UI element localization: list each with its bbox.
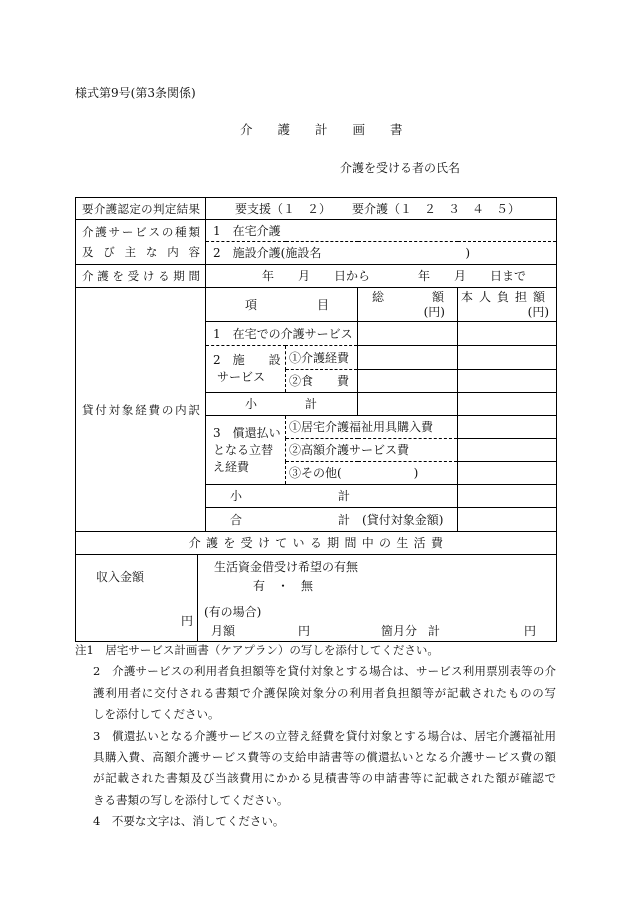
header-item-cell <box>206 288 358 322</box>
subtotal-1-self-amount <box>458 393 557 416</box>
loan-total-unit: 円 <box>524 624 537 638</box>
header-self-pay-cell <box>458 288 557 322</box>
facility-care-cost-cell <box>286 346 358 370</box>
income-unit: 円 <box>181 614 194 628</box>
care-period-value-cell <box>206 265 557 288</box>
reimbursement-label-cell <box>206 416 286 485</box>
reimbursement-item-2-amount <box>458 439 557 462</box>
reimbursement-item-2: ②高額介護サービス費 <box>289 443 410 457</box>
living-expenses-header-row <box>76 532 557 555</box>
expenses-header-row <box>76 288 557 322</box>
facility-food-cost-label: ②食 費 <box>289 374 350 388</box>
reimbursement-label-line2: となる立替 <box>213 442 274 457</box>
form-title: 介 護 計 画 書 <box>240 122 403 137</box>
living-loan-cell-body <box>198 555 556 641</box>
subtotal-2-amount <box>458 485 557 508</box>
facility-care-cost-label: ①介護経費 <box>289 350 350 365</box>
grand-total-amount <box>458 508 557 532</box>
living-expenses-header: 介護を受けている期間中の生活費 <box>188 536 449 550</box>
header-self-pay: 本人負担額 <box>461 289 546 304</box>
facility-care-total-amount <box>358 346 458 370</box>
home-care-option: 1 在宅介護 <box>213 223 281 238</box>
note-line-1: 注1 居宅サービス計画書（ケアプラン）の写しを添付してください。 <box>75 643 439 657</box>
certification-label: 要介護認定の判定結果 <box>82 201 200 216</box>
note-line-8: きる書類の写しを添付してください。 <box>93 792 289 807</box>
reimbursement-label-line3: え経費 <box>213 459 250 474</box>
service-type-label-cell <box>76 220 206 265</box>
certification-label-cell <box>76 198 206 220</box>
support-level-options: 要支援（１ ２） <box>235 201 332 216</box>
living-expenses-header-cell <box>76 532 557 555</box>
note-line-3: 護利用者に交付される書類で介護保険対象分の利用者負担額等が記載されたものの写 <box>93 685 556 700</box>
notes <box>75 640 556 833</box>
certification-row <box>76 198 557 220</box>
facility-care-self-amount <box>458 346 557 370</box>
service-type-label-line2: 及び主な内容 <box>82 245 200 259</box>
subtotal-2-label: 小 計 <box>230 489 351 503</box>
reimbursement-item-2-cell <box>286 439 458 462</box>
facility-food-total-amount <box>358 370 458 393</box>
reimbursement-label-line1: 3 償還払い <box>213 425 281 440</box>
income-label: 収入金額 <box>96 570 145 584</box>
reimbursement-item-3: ③その他( ) <box>289 466 419 480</box>
form-number: 様式第9号(第3条関係) <box>75 86 196 100</box>
facility-food-self-amount <box>458 370 557 393</box>
if-yes-label: (有の場合) <box>204 605 262 619</box>
note-line-6: 具購入費、高額介護サービス費等の支給申請書等の償還払いとなる介護サービス費の額 <box>93 749 556 764</box>
header-total-unit: (円) <box>423 304 445 319</box>
expenses-label: 貸付対象経費の内訳 <box>82 402 200 417</box>
facility-care-option: 2 施設介護(施設名 ) <box>213 246 470 260</box>
home-service-cell <box>206 322 358 346</box>
note-line-9: 4 不要な文字は、消してください。 <box>93 814 285 829</box>
header-total: 総 額 <box>372 289 445 304</box>
monthly-amount-label: 月額 <box>211 624 236 638</box>
note-line-2: 2 介護サービスの利用者負担額等を貸付対象とする場合は、サービス利用票別表等の介 <box>93 664 556 679</box>
note-line-7: が記載された書類及び当該費用にかかる見積書等の申請書等に記載された額が確認で <box>93 771 556 786</box>
note-line-4: しを添付してください。 <box>93 707 220 722</box>
service-type-label-line1: 介護サービスの種類 <box>82 225 200 239</box>
header-item: 項 目 <box>245 297 330 312</box>
reimbursement-item-3-amount <box>458 462 557 485</box>
grand-total-label: 合 計 <box>230 512 351 527</box>
home-service-self-amount <box>458 322 557 346</box>
living-expenses-row <box>76 555 557 642</box>
facility-service-label-line1: 2 施 設 <box>213 353 281 367</box>
home-service-total-amount <box>358 322 458 346</box>
reimbursement-item-3-cell <box>286 462 458 485</box>
subtotal-1-total-amount <box>358 393 458 416</box>
yes-no-options: 有 ・ 無 <box>253 579 314 593</box>
header-total-cell <box>358 288 458 322</box>
certification-result-cell <box>206 198 557 220</box>
subtotal-1-label: 小 計 <box>245 397 318 411</box>
reimbursement-item-1: ①居宅介護福祉用具購入費 <box>289 420 434 434</box>
home-care-option-cell <box>206 220 557 242</box>
months-label: 箇月分 <box>381 624 418 638</box>
subtotal-1-cell <box>206 393 358 416</box>
care-period-value: 年 月 日から 年 月 日まで <box>262 269 527 283</box>
facility-food-cost-cell <box>286 370 358 393</box>
loan-wish-label: 生活資金借受け希望の有無 <box>214 560 359 574</box>
service-type-row-1 <box>76 220 557 242</box>
note-line-5: 3 償還払いとなる介護サービスの立替え経費を貸付対象とする場合は、居宅介護福祉用 <box>93 728 556 743</box>
income-cell <box>76 555 198 642</box>
care-period-label-cell <box>76 265 206 288</box>
loan-total-label: 計 <box>428 624 441 638</box>
care-plan-table <box>75 197 557 642</box>
header-self-pay-unit: (円) <box>527 304 550 319</box>
care-period-label: 介護を受ける期間 <box>82 269 200 283</box>
income-cell-body <box>76 555 197 641</box>
grand-total-note: (貸付対象金額) <box>362 512 444 527</box>
living-loan-cell <box>198 555 557 642</box>
care-level-options: 要介護（１ ２ ３ ４ ５） <box>352 201 521 216</box>
home-service-label: 1 在宅での介護サービス <box>213 326 353 341</box>
care-period-row <box>76 265 557 288</box>
grand-total-cell <box>206 508 458 532</box>
expenses-label-cell <box>76 288 206 532</box>
subtotal-2-cell <box>206 485 458 508</box>
reimbursement-item-1-cell <box>286 416 458 439</box>
facility-service-label-line2: サービス <box>217 370 266 384</box>
facility-service-label-cell <box>206 346 286 393</box>
monthly-amount-unit: 円 <box>298 624 311 638</box>
reimbursement-item-1-amount <box>458 416 557 439</box>
facility-care-option-cell <box>206 242 557 265</box>
recipient-name-label: 介護を受ける者の氏名 <box>340 161 461 175</box>
